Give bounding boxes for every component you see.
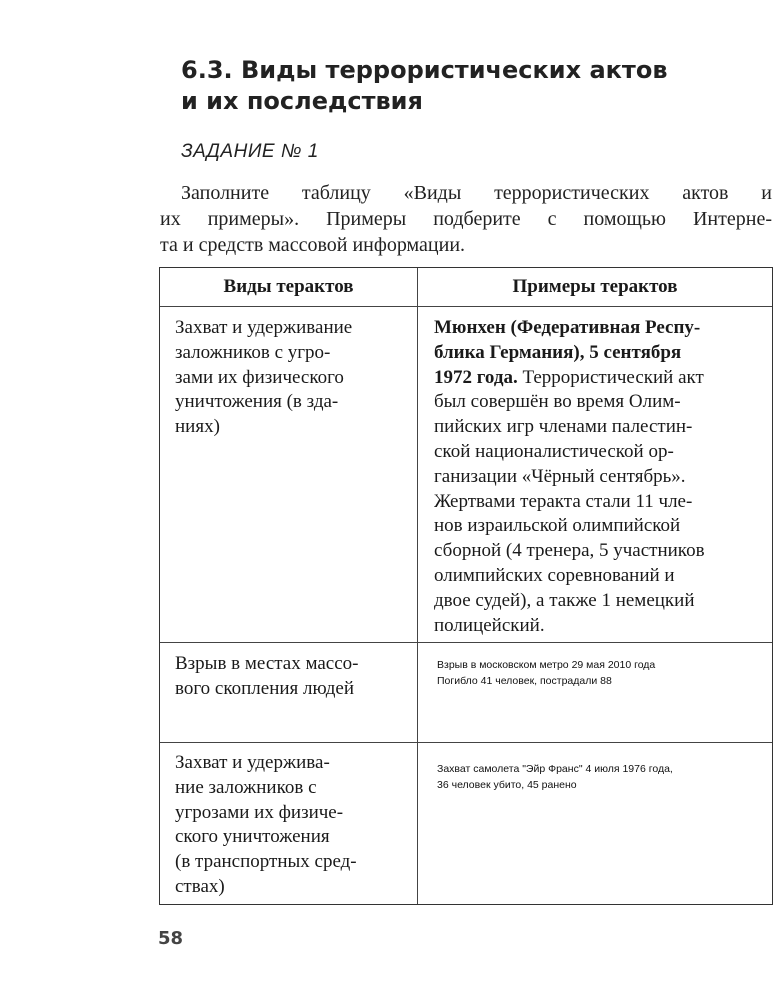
cell-line: ние заложников с xyxy=(175,776,317,798)
cell-line-bold: 1972 года. xyxy=(434,366,518,388)
answer-line: 36 человек убито, 45 ранено xyxy=(437,779,577,791)
column-divider xyxy=(417,268,418,904)
answer-line: Погибло 41 человек, пострадали 88 xyxy=(437,675,612,687)
header-types: Виды терактов xyxy=(223,276,354,297)
cell-line: сборной (4 тренера, 5 участников xyxy=(434,540,705,562)
row-divider xyxy=(160,742,772,743)
cell-line: заложников с угро- xyxy=(175,341,331,363)
task-label: ЗАДАНИЕ № 1 xyxy=(181,141,319,162)
intro-line: та и средств массовой информации. xyxy=(160,234,466,256)
terror-acts-table xyxy=(159,267,773,905)
cell-line: двое судей), а также 1 немецкий xyxy=(434,589,695,611)
cell-line: Мюнхен (Федеративная Респу- xyxy=(434,317,701,338)
cell-line: уничтожения (в зда- xyxy=(175,391,339,413)
cell-line: нов израильской олимпийской xyxy=(434,515,681,537)
cell-line: ского уничтожения xyxy=(175,826,330,848)
cell-line: Жертвами теракта стали 11 чле- xyxy=(434,490,693,512)
section-heading-line1: 6.3. Виды террористических актов xyxy=(181,56,668,84)
cell-line: был совершён во время Олим- xyxy=(434,391,681,413)
cell-line: блика Германия), 5 сентября xyxy=(434,341,682,363)
example-cell-1 xyxy=(434,316,705,638)
cell-line: ганизации «Чёрный сентябрь». xyxy=(434,465,686,487)
cell-line: Взрыв в местах массо- xyxy=(175,653,359,674)
type-cell-1 xyxy=(175,316,352,440)
cell-line: угрозами их физиче- xyxy=(175,801,344,823)
cell-line: полицейский. xyxy=(434,614,545,636)
cell-line: (в транспортных сред- xyxy=(175,851,357,873)
intro-line: их примеры». Примеры подберите с помощью Интерне- xyxy=(160,208,772,230)
cell-line: ниях) xyxy=(175,416,220,438)
answer-line: Взрыв в московском метро 29 мая 2010 года xyxy=(437,659,656,671)
section-heading-line2: и их последствия xyxy=(181,87,423,115)
intro-paragraph xyxy=(160,180,772,258)
cell-line: олимпийских соревнований и xyxy=(434,564,675,586)
answer-cell-3 xyxy=(437,761,673,793)
row-divider xyxy=(160,642,772,643)
cell-line-regular: Террористический акт xyxy=(517,366,704,388)
type-cell-2 xyxy=(175,652,359,702)
cell-line: ствах) xyxy=(175,875,225,897)
answer-cell-2 xyxy=(437,657,655,689)
section-heading xyxy=(181,55,668,117)
cell-line: Захват и удержива- xyxy=(175,752,330,773)
cell-line: Захват и удерживание xyxy=(175,317,353,338)
header-divider xyxy=(160,306,772,307)
type-cell-3 xyxy=(175,751,357,900)
answer-line: Захват самолета "Эйр Франс" 4 июля 1976 года, xyxy=(437,763,673,775)
cell-line: пийских игр членами палестин- xyxy=(434,416,693,438)
intro-line: Заполните таблицу «Виды террористических актов и xyxy=(181,182,772,204)
cell-line: вого скопления людей xyxy=(175,677,354,699)
cell-line: зами их физического xyxy=(175,366,344,388)
cell-line: ской националистической ор- xyxy=(434,440,674,462)
page-number: 58 xyxy=(158,928,184,949)
header-examples: Примеры терактов xyxy=(512,276,678,297)
